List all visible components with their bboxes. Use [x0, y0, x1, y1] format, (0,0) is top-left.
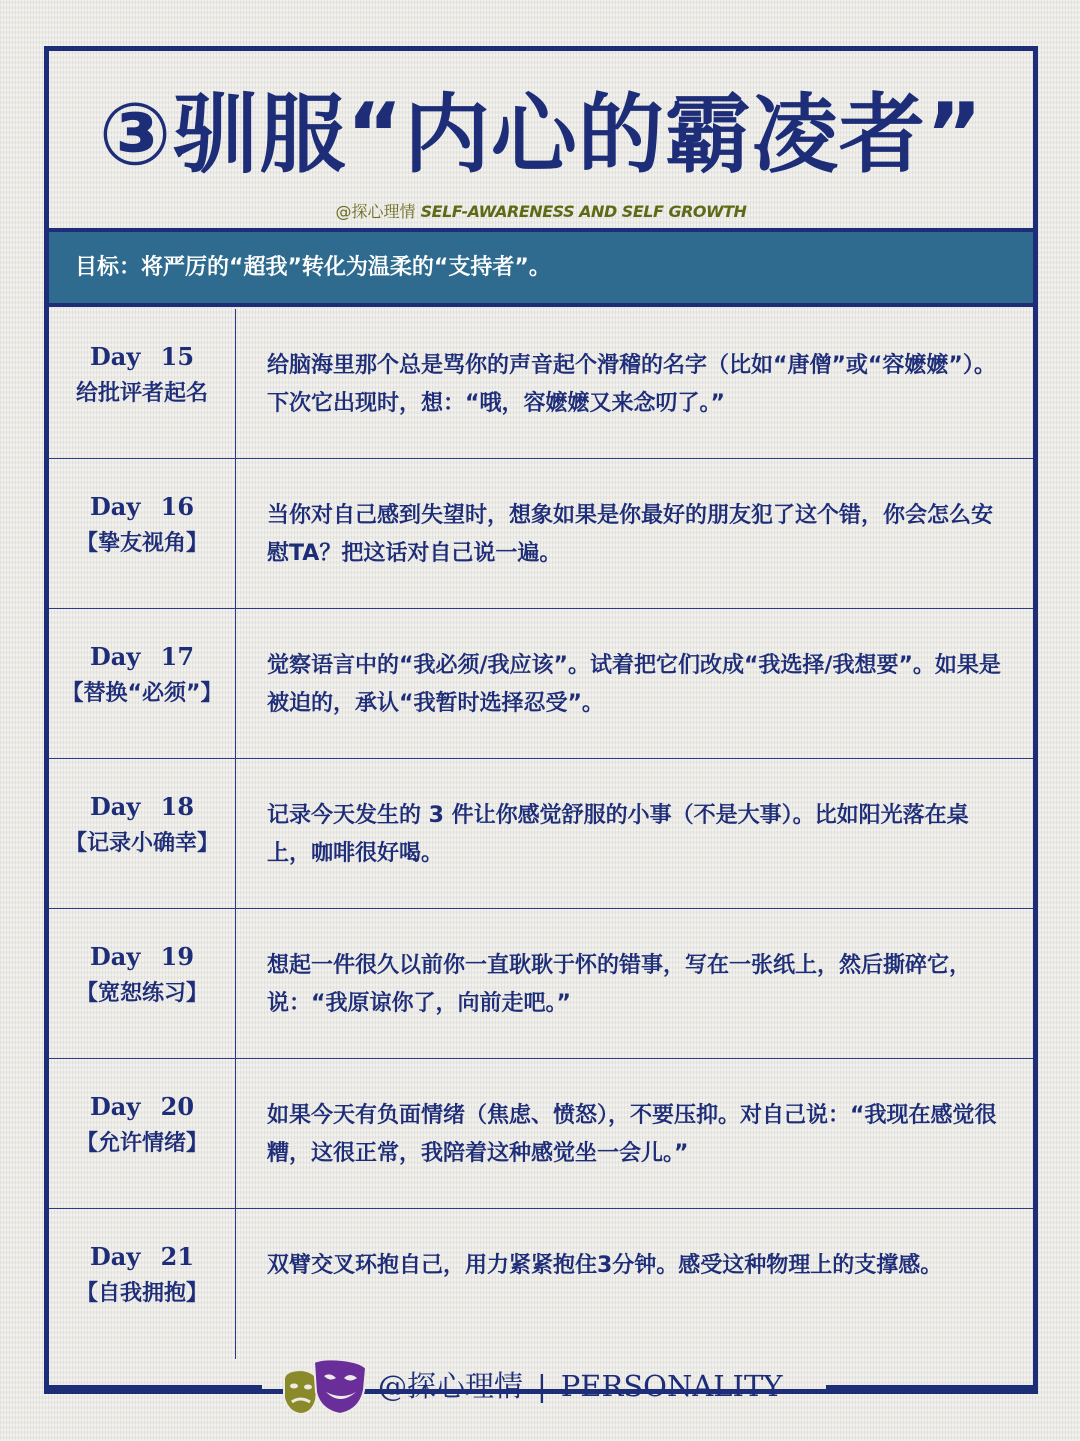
day-cell [49, 309, 236, 458]
task-text: 想起一件很久以前你一直耿耿于怀的错事，写在一张纸上，然后撕碎它，说：“我原谅你了，向前走吧。” [267, 953, 972, 1016]
theater-masks-icon [280, 1356, 370, 1418]
plan-table [49, 309, 1033, 1359]
day-number: Day 15 [89, 341, 195, 371]
day-number: Day 19 [89, 941, 195, 971]
footer-separator: | [537, 1369, 547, 1403]
day-label: 【宽恕练习】 [75, 980, 208, 1006]
day-number: Day 18 [89, 791, 195, 821]
day-label: 【记录小确幸】 [64, 830, 219, 856]
table-row [49, 459, 1033, 609]
day-cell [49, 1059, 236, 1208]
day-number: Day 20 [89, 1091, 195, 1121]
day-label: 【允许情绪】 [75, 1130, 208, 1156]
task-text: 觉察语言中的“我必须/我应该”。试着把它们改成“我选择/我想要”。如果是被迫的，承认“我暂时选择忍受”。 [267, 653, 1001, 716]
table-row [49, 909, 1033, 1059]
day-cell [49, 1209, 236, 1359]
table-row [49, 1209, 1033, 1359]
day-cell [49, 759, 236, 908]
table-row [49, 759, 1033, 909]
footer-handle: @探心理情 [378, 1369, 524, 1403]
goal-banner: 目标：将严厉的“超我”转化为温柔的“支持者”。 [49, 228, 1033, 307]
day-number: Day 17 [89, 641, 195, 671]
task-text: 记录今天发生的 3 件让你感觉舒服的小事（不是大事）。比如阳光落在桌上，咖啡很好喝。 [267, 803, 969, 866]
day-label: 【替换“必须”】 [61, 680, 223, 706]
table-row [49, 309, 1033, 459]
footer-brand-name: PERSONALITY [560, 1369, 783, 1403]
footer-rule-left [44, 1385, 262, 1392]
task-text: 当你对自己感到失望时，想象如果是你最好的朋友犯了这个错，你会怎么安慰TA？把这话对自己说一遍。 [267, 503, 994, 566]
day-cell [49, 909, 236, 1058]
day-number: Day 16 [89, 491, 195, 521]
page-subtitle [49, 200, 1033, 224]
table-row [49, 609, 1033, 759]
task-text: 双臂交叉环抱自己，用力紧紧抱住3分钟。感受这种物理上的支撑感。 [267, 1253, 943, 1278]
day-label: 【自我拥抱】 [75, 1281, 208, 1306]
page-title: ③驯服“内心的霸凌者” [98, 85, 984, 185]
day-label: 给批评者起名 [75, 380, 208, 406]
day-label: 【挚友视角】 [75, 530, 208, 556]
task-text: 如果今天有负面情绪（焦虑、愤怒），不要压抑。对自己说：“我现在感觉很糟，这很正常，我陪着这种感觉坐一会儿。” [267, 1103, 997, 1166]
table-row [49, 1059, 1033, 1209]
subtitle-handle: @探心理情 [335, 202, 416, 221]
subtitle-english: SELF-AWARENESS AND SELF GROWTH [420, 202, 747, 221]
footer-brand [378, 1362, 782, 1410]
day-cell [49, 459, 236, 608]
task-text: 给脑海里那个总是骂你的声音起个滑稽的名字（比如“唐僧”或“容嬷嬷”）。下次它出现时，想：“哦，容嬷嬷又来念叨了。” [267, 353, 996, 416]
day-number: Day 21 [89, 1242, 195, 1271]
footer-rule-right [826, 1385, 1038, 1392]
day-cell [49, 609, 236, 758]
